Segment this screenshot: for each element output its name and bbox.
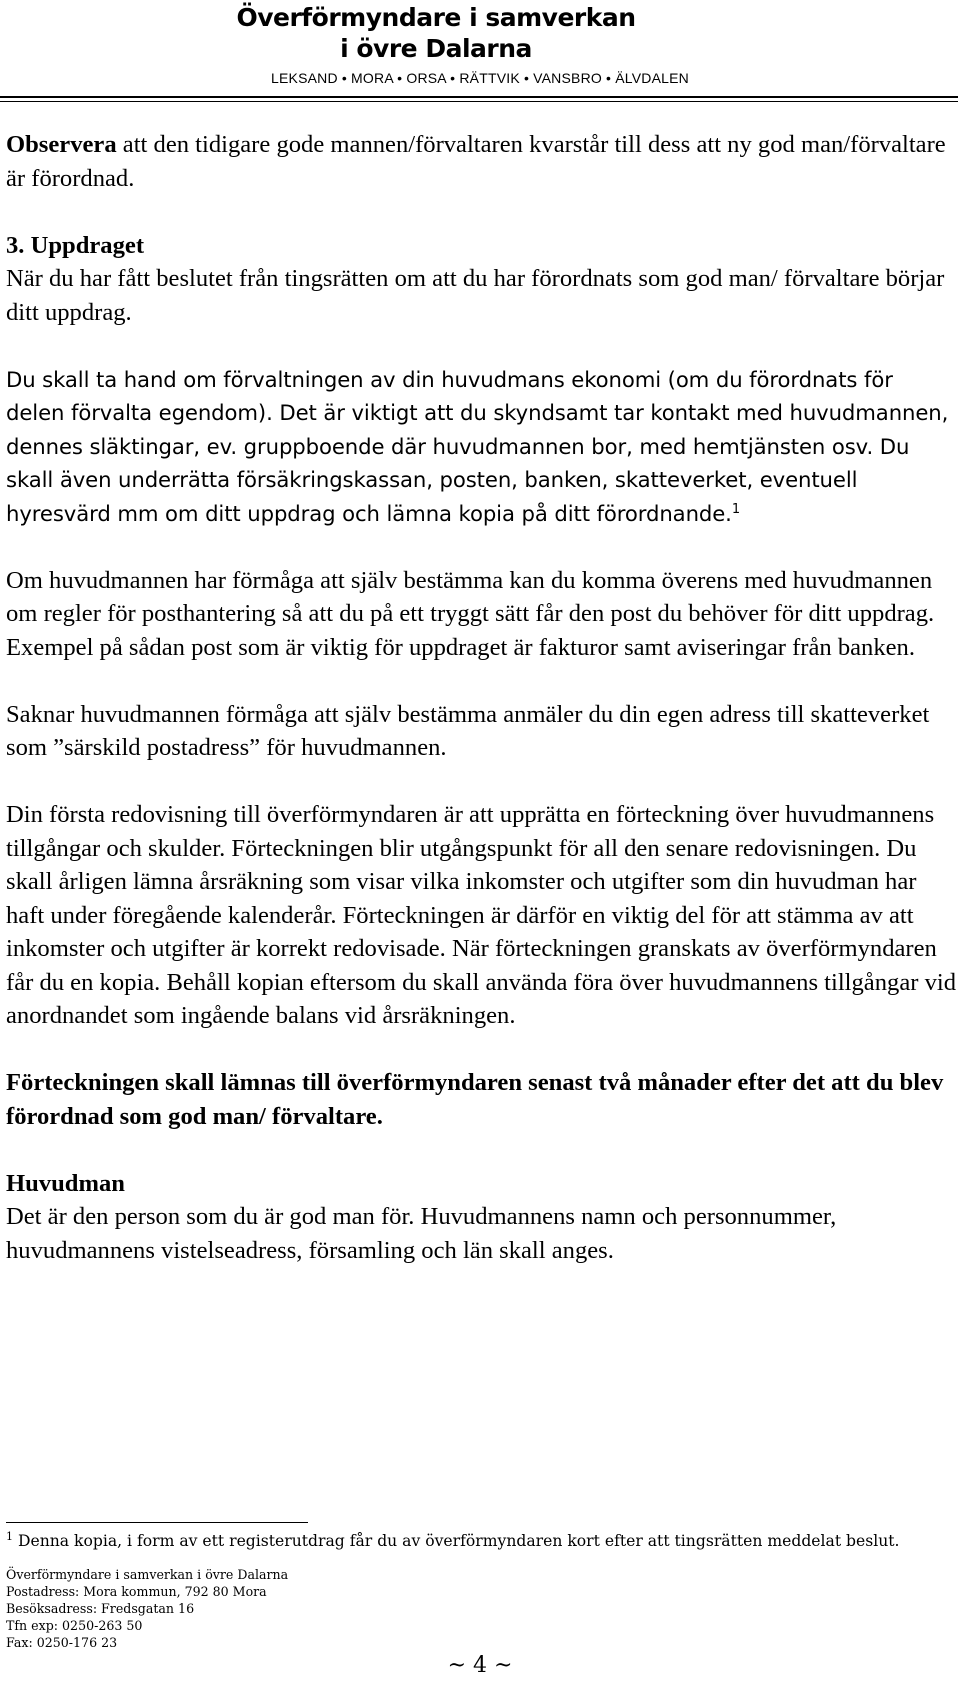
page-number: ~ 4 ~ <box>447 1653 513 1678</box>
footnote-text: Denna kopia, i form av ett registerutdrag får du av överförmyndaren kort efter att tingsrätten meddelat beslut. <box>13 1532 900 1550</box>
section-3-heading-text: 3. Uppdraget <box>6 231 145 259</box>
duties-text: Du skall ta hand om förvaltningen av din huvudmans ekonomi (om du förordnats för delen förvalta egendom). Det är viktigt att du skyndsamt tar kontakt med huvudmannen, dennes släktingar, ev. gruppboende där huvudmannen bor, med hemtjänsten osv. Du skall även underrätta försäkringskassan, posten, banken, skatteverket, eventuell hyresvärd mm om ditt uppdrag och lämna kopia på ditt förordnande. <box>6 366 949 526</box>
footnote-reference: 1 <box>731 501 740 517</box>
page-footer <box>6 1566 288 1651</box>
page-header <box>0 0 960 106</box>
notice-text: att den tidigare gode mannen/förvaltaren kvarstår till dess att ny god man/förvaltare är förordnad. <box>6 131 946 192</box>
header-divider-thin <box>0 101 958 102</box>
organization-title-line2: i övre Dalarna <box>340 34 532 63</box>
municipalities-list: LEKSAND • MORA • ORSA • RÄTTVIK • VANSBRO • ÄLVDALEN <box>271 70 689 86</box>
huvudman-heading: Huvudman <box>6 1169 125 1197</box>
huvudman-paragraph: Det är den person som du är god man för. Huvudmannens namn och personnummer, huvudmannens vistelseadress, församling och län skall anges. <box>6 1203 837 1264</box>
footer-postal-address: Postadress: Mora kommun, 792 80 Mora <box>6 1584 267 1599</box>
organization-title <box>226 2 646 64</box>
section-3-heading <box>6 229 956 263</box>
inventory-paragraph: Din första redovisning till överförmyndaren är att upprätta en förteckning över huvudmannens tillgångar och skulder. Förteckningen blir utgångspunkt för all den senare redovisningen. Du skall årligen lämna årsräkning som visar vilka inkomster och utgifter som din huvudman har haft under föregående kalenderår. Förteckningen är därför en viktig del för att stämma av att inkomster och utgifter är korrekt redovisade. När förteckningen granskats av överförmyndaren får du en kopia. Behåll kopian eftersom du skall använda föra över huvudmannens tillgångar vid anordnandet som ingående balans vid årsräkningen. <box>6 801 956 1029</box>
header-divider <box>0 96 958 98</box>
footnote-number: 1 <box>6 1529 13 1543</box>
notice-paragraph <box>6 128 956 195</box>
footer-fax: Fax: 0250-176 23 <box>6 1635 118 1650</box>
footnote-divider <box>6 1522 308 1523</box>
duties-paragraph <box>6 363 956 531</box>
notice-keyword: Observera <box>6 131 117 158</box>
footer-phone: Tfn exp: 0250-263 50 <box>6 1618 143 1633</box>
organization-title-line1: Överförmyndare i samverkan <box>236 3 636 32</box>
deadline-paragraph: Förteckningen skall lämnas till överförmyndaren senast två månader efter det att du blev förordnad som god man/ förvaltare. <box>6 1069 944 1130</box>
section-3-intro: När du har fått beslutet från tingsrätten om att du har förordnats som god man/ förvaltare börjar ditt uppdrag. <box>6 265 945 326</box>
footer-organization: Överförmyndare i samverkan i övre Dalarna <box>6 1567 289 1582</box>
mail-handling-paragraph: Om huvudmannen har förmåga att själv bestämma kan du komma överens med huvudmannen om regler för posthantering så att du på ett tryggt sätt får den post du behöver för ditt uppdrag. Exempel på sådan post som är viktig för uppdraget är fakturor samt aviseringar från banken. <box>6 566 935 661</box>
document-body <box>6 128 956 1301</box>
footnote <box>6 1530 956 1552</box>
footer-visiting-address: Besöksadress: Fredsgatan 16 <box>6 1601 195 1616</box>
special-address-paragraph: Saknar huvudmannen förmåga att själv bestämma anmäler du din egen adress till skatteverket som ”särskild postadress” för huvudmannen. <box>6 700 930 761</box>
